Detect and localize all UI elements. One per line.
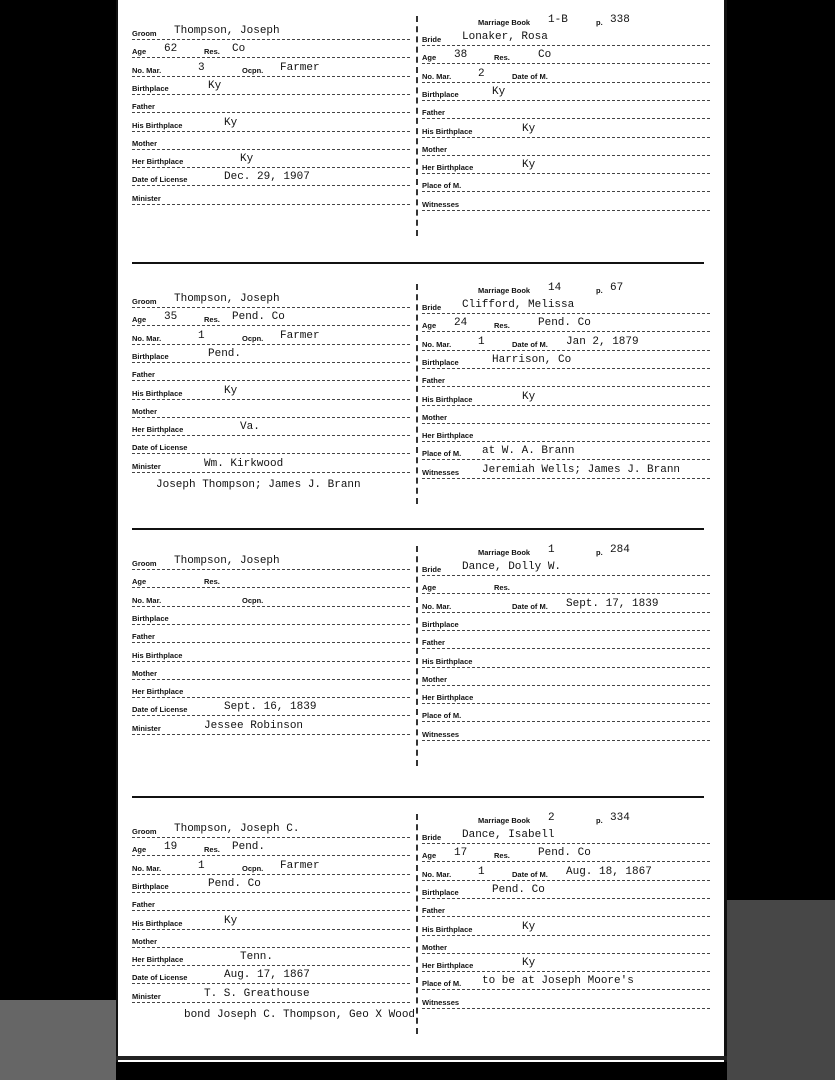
bride-witnesses-label: Witnesses xyxy=(422,729,460,739)
bride-name xyxy=(422,296,710,314)
groom-father-label: Father xyxy=(132,370,155,380)
groom-no-mar xyxy=(132,857,410,875)
groom-father-label: Father xyxy=(132,632,155,642)
bride-no-mar-value: 1 xyxy=(478,865,485,878)
groom-mother-label: Mother xyxy=(132,936,157,946)
groom-his-birthplace-value: Ky xyxy=(224,384,238,397)
bride-no-mar-label: No. Mar. xyxy=(422,601,452,611)
bride-name xyxy=(422,826,710,844)
bride-mother xyxy=(422,668,710,686)
groom-age-value: 35 xyxy=(164,311,178,324)
groom-res-value: Co xyxy=(232,43,246,56)
groom-res-label: Res. xyxy=(204,47,220,57)
groom-minister-label: Minister xyxy=(132,991,161,1001)
page-number: 334 xyxy=(610,812,630,824)
bride-witnesses-label: Witnesses xyxy=(422,467,460,477)
groom-name-label: Groom xyxy=(132,29,157,38)
groom-minister-value: Wm. Kirkwood xyxy=(204,457,284,470)
groom-age-label: Age xyxy=(132,315,147,325)
bride-res-label: Res. xyxy=(494,851,510,861)
marriage-book-label: Marriage Book xyxy=(478,548,531,557)
groom-ocpn-label: Ocpn. xyxy=(242,595,264,605)
bride-mother-label: Mother xyxy=(422,942,447,952)
bottom-margin-edge xyxy=(116,1056,727,1060)
bride-age xyxy=(422,576,710,594)
bride-res-value: Co xyxy=(538,49,552,62)
groom-date-of-license-label: Date of License xyxy=(132,705,188,715)
book-number: 1-B xyxy=(548,14,568,26)
groom-birthplace xyxy=(132,875,410,893)
bride-his-birthplace-value: Ky xyxy=(522,390,536,403)
bride-age-label: Age xyxy=(422,583,437,593)
bride-no-mar-label: No. Mar. xyxy=(422,869,452,879)
groom-mother xyxy=(132,662,410,680)
page-number: 284 xyxy=(610,544,630,556)
groom-her-birthplace-label: Her Birthplace xyxy=(132,955,184,965)
groom-name xyxy=(132,820,410,838)
groom-his-birthplace xyxy=(132,382,410,400)
groom-name-value: Thompson, Joseph C. xyxy=(174,823,300,835)
groom-name-label: Groom xyxy=(132,827,157,836)
groom-name-value: Thompson, Joseph xyxy=(174,25,280,37)
groom-birthplace-label: Birthplace xyxy=(132,613,169,623)
groom-birthplace-value: Ky xyxy=(208,79,222,92)
page-label: p. xyxy=(596,286,603,295)
bride-place-of-m-value: to be at Joseph Moore's xyxy=(482,975,634,988)
bride-res-value: Pend. Co xyxy=(538,847,591,860)
bride-father xyxy=(422,369,710,387)
groom-no-mar xyxy=(132,589,410,607)
groom-res-value: Pend. Co xyxy=(232,311,285,324)
groom-date-of-license-value: Dec. 29, 1907 xyxy=(224,171,310,184)
bride-name-label: Bride xyxy=(422,303,442,312)
groom-mother-label: Mother xyxy=(132,138,157,148)
record-note: Joseph Thompson; James J. Brann xyxy=(156,479,361,491)
page-number: 338 xyxy=(610,14,630,26)
book-number: 1 xyxy=(548,544,555,556)
groom-birthplace-label: Birthplace xyxy=(132,83,169,93)
groom-no-mar-label: No. Mar. xyxy=(132,595,162,605)
bride-father-label: Father xyxy=(422,906,445,916)
groom-his-birthplace-label: His Birthplace xyxy=(132,918,183,928)
bride-mother xyxy=(422,406,710,424)
bride-name-label: Bride xyxy=(422,833,442,842)
groom-his-birthplace-label: His Birthplace xyxy=(132,650,183,660)
bride-his-birthplace-label: His Birthplace xyxy=(422,656,473,666)
column-divider xyxy=(416,546,419,766)
groom-her-birthplace-value: Ky xyxy=(240,153,254,166)
bride-age xyxy=(422,46,710,64)
bride-witnesses-value: Jeremiah Wells; James J. Brann xyxy=(482,463,681,476)
groom-age xyxy=(132,40,410,58)
groom-date-of-license-value: Aug. 17, 1867 xyxy=(224,969,310,982)
bride-witnesses-label: Witnesses xyxy=(422,997,460,1007)
bride-father xyxy=(422,101,710,119)
book-number: 14 xyxy=(548,282,562,294)
groom-no-mar-label: No. Mar. xyxy=(132,863,162,873)
bride-age xyxy=(422,844,710,862)
bride-date-of-m-value: Jan 2, 1879 xyxy=(566,335,639,348)
groom-name xyxy=(132,552,410,570)
groom-birthplace xyxy=(132,607,410,625)
groom-ocpn-label: Ocpn. xyxy=(242,863,264,873)
groom-birthplace-label: Birthplace xyxy=(132,881,169,891)
bride-place-of-m-label: Place of M. xyxy=(422,711,462,721)
groom-her-birthplace xyxy=(132,418,410,436)
bride-place-of-m-label: Place of M. xyxy=(422,181,462,191)
bride-witnesses-label: Witnesses xyxy=(422,199,460,209)
bride-no-mar xyxy=(422,65,710,83)
groom-her-birthplace xyxy=(132,680,410,698)
groom-age-label: Age xyxy=(132,47,147,57)
marriage-book-label: Marriage Book xyxy=(478,816,531,825)
groom-age xyxy=(132,570,410,588)
groom-minister-value: T. S. Greathouse xyxy=(204,987,310,1000)
bride-mother-label: Mother xyxy=(422,144,447,154)
marriage-book-ref xyxy=(478,278,638,296)
bride-date-of-m-label: Date of M. xyxy=(512,601,548,611)
groom-minister xyxy=(132,985,410,1003)
column-divider xyxy=(416,16,419,236)
bride-place-of-m-value: at W. A. Brann xyxy=(482,445,575,458)
bride-no-mar-value: 1 xyxy=(478,335,485,348)
groom-birthplace-value: Pend. xyxy=(208,347,242,360)
bride-his-birthplace xyxy=(422,120,710,138)
bride-her-birthplace-value: Ky xyxy=(522,159,536,172)
bride-res-label: Res. xyxy=(494,53,510,63)
groom-her-birthplace xyxy=(132,150,410,168)
bride-his-birthplace xyxy=(422,388,710,406)
bride-her-birthplace xyxy=(422,954,710,972)
bride-name-label: Bride xyxy=(422,35,442,44)
bride-father xyxy=(422,631,710,649)
bride-witnesses xyxy=(422,461,710,479)
bride-age-value: 38 xyxy=(454,49,468,62)
groom-father-label: Father xyxy=(132,900,155,910)
groom-name-label: Groom xyxy=(132,297,157,306)
groom-minister-label: Minister xyxy=(132,193,161,203)
bride-his-birthplace-label: His Birthplace xyxy=(422,394,473,404)
bride-age-label: Age xyxy=(422,321,437,331)
groom-date-of-license xyxy=(132,168,410,186)
groom-ocpn-label: Ocpn. xyxy=(242,333,264,343)
bride-date-of-m-label: Date of M. xyxy=(512,339,548,349)
bride-birthplace xyxy=(422,613,710,631)
groom-mother-label: Mother xyxy=(132,668,157,678)
groom-no-mar-value: 1 xyxy=(198,859,205,872)
bride-place-of-m-label: Place of M. xyxy=(422,449,462,459)
groom-name-value: Thompson, Joseph xyxy=(174,555,280,567)
bride-name xyxy=(422,28,710,46)
groom-res-label: Res. xyxy=(204,845,220,855)
bride-date-of-m-label: Date of M. xyxy=(512,869,548,879)
groom-mother-label: Mother xyxy=(132,406,157,416)
groom-no-mar-label: No. Mar. xyxy=(132,333,162,343)
marriage-book-ref xyxy=(478,808,638,826)
bride-her-birthplace xyxy=(422,424,710,442)
bride-birthplace-value: Harrison, Co xyxy=(492,353,572,366)
groom-ocpn-label: Ocpn. xyxy=(242,65,264,75)
bride-place-of-m-label: Place of M. xyxy=(422,979,462,989)
groom-age-label: Age xyxy=(132,845,147,855)
groom-his-birthplace xyxy=(132,644,410,662)
groom-minister-label: Minister xyxy=(132,723,161,733)
groom-date-of-license xyxy=(132,966,410,984)
groom-birthplace-value: Pend. Co xyxy=(208,877,261,890)
bride-birthplace-label: Birthplace xyxy=(422,89,459,99)
groom-his-birthplace-label: His Birthplace xyxy=(132,120,183,130)
groom-minister-label: Minister xyxy=(132,461,161,471)
bride-father-label: Father xyxy=(422,376,445,386)
bride-birthplace xyxy=(422,881,710,899)
groom-date-of-license-label: Date of License xyxy=(132,175,188,185)
bride-father-label: Father xyxy=(422,638,445,648)
bride-witnesses xyxy=(422,193,710,211)
groom-date-of-license xyxy=(132,698,410,716)
bride-date-of-m-value: Aug. 18, 1867 xyxy=(566,865,652,878)
groom-date-of-license-value: Sept. 16, 1839 xyxy=(224,701,317,714)
groom-minister-value: Jessee Robinson xyxy=(204,719,304,732)
groom-his-birthplace xyxy=(132,114,410,132)
bride-father-label: Father xyxy=(422,108,445,118)
groom-her-birthplace-value: Va. xyxy=(240,421,260,434)
bride-her-birthplace-label: Her Birthplace xyxy=(422,693,474,703)
groom-res-value: Pend. xyxy=(232,841,266,854)
bride-witnesses xyxy=(422,991,710,1009)
groom-father xyxy=(132,363,410,381)
groom-name xyxy=(132,22,410,40)
groom-his-birthplace-value: Ky xyxy=(224,116,238,129)
bride-no-mar-label: No. Mar. xyxy=(422,339,452,349)
book-number: 2 xyxy=(548,812,555,824)
groom-mother xyxy=(132,930,410,948)
bride-birthplace-label: Birthplace xyxy=(422,357,459,367)
bride-mother xyxy=(422,936,710,954)
bride-age-label: Age xyxy=(422,851,437,861)
bride-no-mar xyxy=(422,595,710,613)
bride-her-birthplace-label: Her Birthplace xyxy=(422,961,474,971)
bride-his-birthplace-label: His Birthplace xyxy=(422,126,473,136)
groom-no-mar xyxy=(132,327,410,345)
groom-father xyxy=(132,625,410,643)
record-note: bond Joseph C. Thompson, Geo X Wood xyxy=(184,1009,416,1021)
groom-res-label: Res. xyxy=(204,315,220,325)
page-label: p. xyxy=(596,816,603,825)
page-number: 67 xyxy=(610,282,624,294)
groom-name-value: Thompson, Joseph xyxy=(174,293,280,305)
groom-father-label: Father xyxy=(132,102,155,112)
bride-mother-label: Mother xyxy=(422,412,447,422)
groom-res-label: Res. xyxy=(204,577,220,587)
groom-ocpn-value: Farmer xyxy=(280,329,320,342)
bride-her-birthplace-label: Her Birthplace xyxy=(422,163,474,173)
bride-res-label: Res. xyxy=(494,583,510,593)
marriage-book-ref xyxy=(478,10,638,28)
bride-mother-label: Mother xyxy=(422,674,447,684)
bride-his-birthplace xyxy=(422,918,710,936)
bride-no-mar xyxy=(422,333,710,351)
groom-birthplace xyxy=(132,345,410,363)
groom-ocpn-value: Farmer xyxy=(280,859,320,872)
record-separator xyxy=(132,796,704,798)
groom-her-birthplace xyxy=(132,948,410,966)
groom-no-mar-value: 3 xyxy=(198,61,205,74)
groom-no-mar-value: 1 xyxy=(198,329,205,342)
bride-his-birthplace-label: His Birthplace xyxy=(422,924,473,934)
bride-birthplace-value: Ky xyxy=(492,85,506,98)
bride-date-of-m-label: Date of M. xyxy=(512,71,548,81)
bride-name-value: Dance, Dolly W. xyxy=(462,561,562,573)
bride-place-of-m xyxy=(422,704,710,722)
groom-age xyxy=(132,838,410,856)
groom-his-birthplace xyxy=(132,912,410,930)
groom-no-mar-label: No. Mar. xyxy=(132,65,162,75)
bride-mother xyxy=(422,138,710,156)
bride-age-value: 24 xyxy=(454,317,468,330)
bride-his-birthplace-value: Ky xyxy=(522,122,536,135)
groom-her-birthplace-value: Tenn. xyxy=(240,951,274,964)
bride-birthplace xyxy=(422,351,710,369)
groom-age-label: Age xyxy=(132,577,147,587)
bride-father xyxy=(422,899,710,917)
bride-her-birthplace xyxy=(422,156,710,174)
bride-birthplace-label: Birthplace xyxy=(422,887,459,897)
bride-res-label: Res. xyxy=(494,321,510,331)
marriage-book-label: Marriage Book xyxy=(478,18,531,27)
groom-age-value: 19 xyxy=(164,841,178,854)
groom-her-birthplace-label: Her Birthplace xyxy=(132,157,184,167)
groom-minister xyxy=(132,455,410,473)
bride-no-mar-label: No. Mar. xyxy=(422,71,452,81)
groom-her-birthplace-label: Her Birthplace xyxy=(132,425,184,435)
bride-birthplace xyxy=(422,83,710,101)
groom-name-label: Groom xyxy=(132,559,157,568)
bride-his-birthplace-value: Ky xyxy=(522,920,536,933)
groom-father xyxy=(132,893,410,911)
page-label: p. xyxy=(596,548,603,557)
scan-speckle xyxy=(0,1000,116,1080)
groom-his-birthplace-label: His Birthplace xyxy=(132,388,183,398)
bride-date-of-m-value: Sept. 17, 1839 xyxy=(566,597,659,610)
groom-his-birthplace-value: Ky xyxy=(224,914,238,927)
scan-speckle xyxy=(727,900,835,1080)
bride-res-value: Pend. Co xyxy=(538,317,591,330)
groom-her-birthplace-label: Her Birthplace xyxy=(132,687,184,697)
groom-ocpn-value: Farmer xyxy=(280,61,320,74)
bride-her-birthplace-label: Her Birthplace xyxy=(422,431,474,441)
groom-date-of-license-label: Date of License xyxy=(132,973,188,983)
bride-her-birthplace-value: Ky xyxy=(522,957,536,970)
groom-name xyxy=(132,290,410,308)
bride-place-of-m xyxy=(422,442,710,460)
column-divider xyxy=(416,814,419,1034)
bride-name-value: Clifford, Melissa xyxy=(462,299,575,311)
marriage-book-label: Marriage Book xyxy=(478,286,531,295)
groom-birthplace-label: Birthplace xyxy=(132,351,169,361)
groom-father xyxy=(132,95,410,113)
groom-mother xyxy=(132,132,410,150)
groom-minister xyxy=(132,187,410,205)
record-separator xyxy=(132,528,704,530)
column-divider xyxy=(416,284,419,504)
bride-witnesses xyxy=(422,723,710,741)
groom-birthplace xyxy=(132,77,410,95)
bride-age xyxy=(422,314,710,332)
groom-age-value: 62 xyxy=(164,43,178,56)
groom-date-of-license-label: Date of License xyxy=(132,443,188,453)
groom-age xyxy=(132,308,410,326)
bride-name-value: Dance, Isabell xyxy=(462,829,555,841)
page-label: p. xyxy=(596,18,603,27)
bride-no-mar-value: 2 xyxy=(478,67,485,80)
bride-age-label: Age xyxy=(422,53,437,63)
bride-his-birthplace xyxy=(422,650,710,668)
groom-date-of-license xyxy=(132,436,410,454)
bride-name-label: Bride xyxy=(422,565,442,574)
left-margin-edge xyxy=(116,0,118,1062)
groom-minister xyxy=(132,717,410,735)
groom-no-mar xyxy=(132,59,410,77)
record-separator xyxy=(132,262,704,264)
marriage-book-ref xyxy=(478,540,638,558)
bride-place-of-m xyxy=(422,972,710,990)
bride-birthplace-value: Pend. Co xyxy=(492,883,545,896)
bride-name xyxy=(422,558,710,576)
bride-place-of-m xyxy=(422,174,710,192)
bride-no-mar xyxy=(422,863,710,881)
groom-mother xyxy=(132,400,410,418)
bride-birthplace-label: Birthplace xyxy=(422,619,459,629)
bride-age-value: 17 xyxy=(454,847,468,860)
bride-her-birthplace xyxy=(422,686,710,704)
bride-name-value: Lonaker, Rosa xyxy=(462,31,548,43)
